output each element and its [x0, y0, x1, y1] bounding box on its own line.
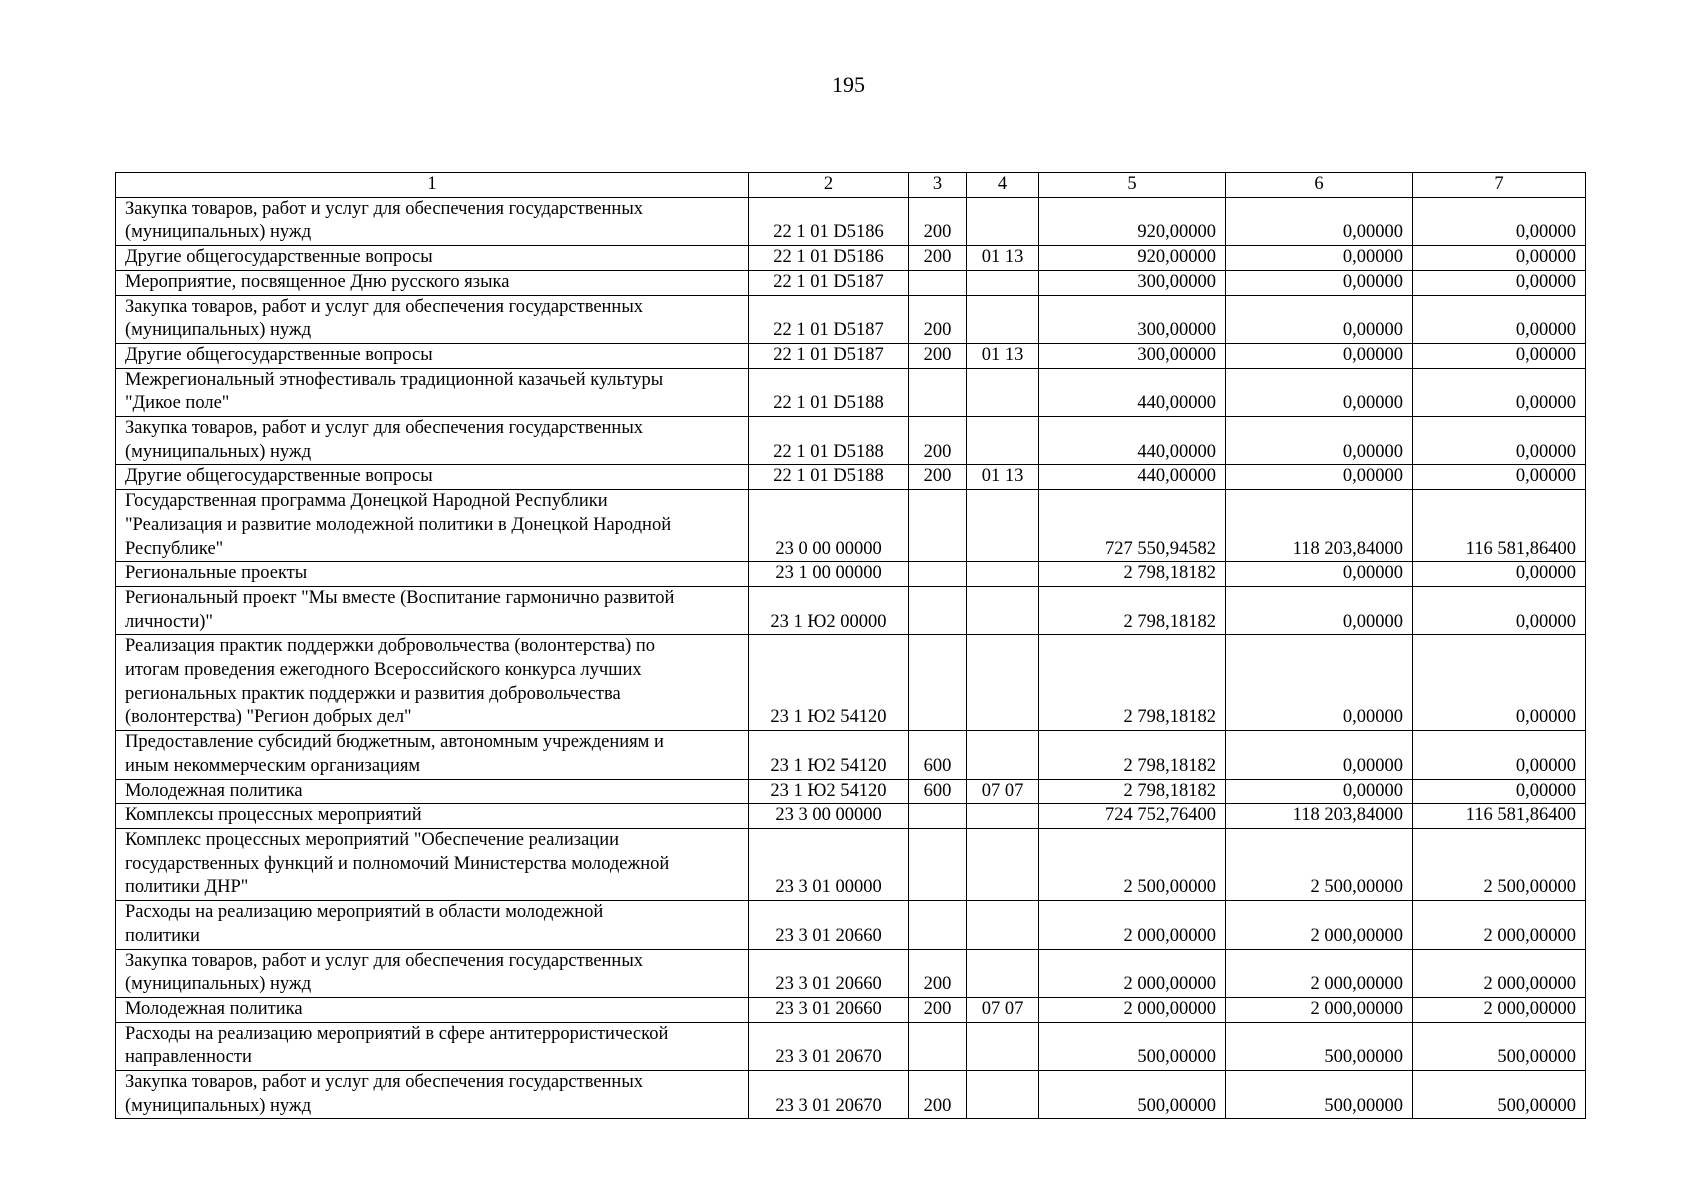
amount-col5-cell: 300,00000 [1039, 295, 1226, 343]
section-cell [967, 368, 1039, 416]
amount-col7-cell: 0,00000 [1413, 562, 1586, 587]
amount-col7-cell: 0,00000 [1413, 295, 1586, 343]
amount-col7-cell: 0,00000 [1413, 731, 1586, 779]
amount-col7-cell: 500,00000 [1413, 1071, 1586, 1119]
table-row [116, 197, 1586, 245]
amount-col5-cell: 440,00000 [1039, 368, 1226, 416]
target-code-cell: 23 3 01 20660 [749, 949, 909, 997]
section-cell [967, 197, 1039, 245]
amount-col5-cell: 727 550,94582 [1039, 490, 1226, 562]
section-cell [967, 828, 1039, 900]
target-code-cell: 23 1 Ю2 54120 [749, 779, 909, 804]
section-cell [967, 562, 1039, 587]
target-code-cell: 23 1 Ю2 54120 [749, 635, 909, 731]
row-name-cell: Реализация практик поддержки добровольчества (волонтерства) по итогам проведения ежегодного Всероссийского конкурса лучших региональных практик поддержки и развития добровольчества (волонтерства) "Регион добрых дел" [116, 635, 749, 731]
amount-col6-cell: 0,00000 [1226, 779, 1413, 804]
table-row [116, 246, 1586, 271]
section-cell [967, 295, 1039, 343]
table-row [116, 368, 1586, 416]
amount-col7-cell: 0,00000 [1413, 465, 1586, 490]
amount-col7-cell: 0,00000 [1413, 270, 1586, 295]
amount-col6-cell: 2 000,00000 [1226, 949, 1413, 997]
amount-col7-cell: 116 581,86400 [1413, 490, 1586, 562]
table-row [116, 635, 1586, 731]
row-name-cell: Другие общегосударственные вопросы [116, 465, 749, 490]
table-row [116, 465, 1586, 490]
section-cell: 07 07 [967, 997, 1039, 1022]
target-code-cell: 22 1 01 D5187 [749, 295, 909, 343]
amount-col7-cell: 0,00000 [1413, 343, 1586, 368]
expense-type-cell [909, 562, 967, 587]
amount-col7-cell: 0,00000 [1413, 368, 1586, 416]
section-cell [967, 270, 1039, 295]
row-name-cell: Закупка товаров, работ и услуг для обеспечения государственных (муниципальных) нужд [116, 295, 749, 343]
expense-type-cell: 200 [909, 1071, 967, 1119]
col-header-1: 1 [116, 173, 749, 198]
table-row [116, 1071, 1586, 1119]
expense-type-cell: 200 [909, 465, 967, 490]
section-cell [967, 1071, 1039, 1119]
target-code-cell: 22 1 01 D5188 [749, 368, 909, 416]
section-cell: 01 13 [967, 465, 1039, 490]
table-row [116, 562, 1586, 587]
row-name-cell: Закупка товаров, работ и услуг для обеспечения государственных (муниципальных) нужд [116, 197, 749, 245]
row-name-cell: Региональные проекты [116, 562, 749, 587]
target-code-cell: 23 3 01 20660 [749, 901, 909, 949]
amount-col6-cell: 0,00000 [1226, 465, 1413, 490]
amount-col6-cell: 0,00000 [1226, 417, 1413, 465]
row-name-cell: Комплекс процессных мероприятий "Обеспечение реализации государственных функций и полномочий Министерства молодежной политики ДНР" [116, 828, 749, 900]
table-row [116, 417, 1586, 465]
target-code-cell: 23 3 01 20670 [749, 1071, 909, 1119]
target-code-cell: 23 3 01 00000 [749, 828, 909, 900]
amount-col6-cell: 2 000,00000 [1226, 997, 1413, 1022]
amount-col6-cell: 118 203,84000 [1226, 804, 1413, 829]
amount-col6-cell: 0,00000 [1226, 368, 1413, 416]
amount-col5-cell: 724 752,76400 [1039, 804, 1226, 829]
amount-col5-cell: 2 000,00000 [1039, 949, 1226, 997]
row-name-cell: Молодежная политика [116, 779, 749, 804]
section-cell [967, 949, 1039, 997]
target-code-cell: 23 0 00 00000 [749, 490, 909, 562]
amount-col7-cell: 2 000,00000 [1413, 997, 1586, 1022]
section-cell [967, 417, 1039, 465]
expense-type-cell: 200 [909, 417, 967, 465]
expense-type-cell [909, 1022, 967, 1070]
expense-type-cell: 200 [909, 295, 967, 343]
header-row [116, 173, 1586, 198]
expense-type-cell: 600 [909, 779, 967, 804]
table-row [116, 270, 1586, 295]
target-code-cell: 23 3 00 00000 [749, 804, 909, 829]
amount-col6-cell: 0,00000 [1226, 197, 1413, 245]
amount-col5-cell: 2 798,18182 [1039, 635, 1226, 731]
table-row [116, 490, 1586, 562]
amount-col5-cell: 440,00000 [1039, 417, 1226, 465]
budget-table [115, 172, 1586, 1119]
amount-col5-cell: 920,00000 [1039, 246, 1226, 271]
row-name-cell: Другие общегосударственные вопросы [116, 343, 749, 368]
amount-col7-cell: 0,00000 [1413, 586, 1586, 634]
amount-col5-cell: 2 500,00000 [1039, 828, 1226, 900]
amount-col6-cell: 500,00000 [1226, 1022, 1413, 1070]
expense-type-cell [909, 368, 967, 416]
expense-type-cell [909, 270, 967, 295]
amount-col5-cell: 2 798,18182 [1039, 586, 1226, 634]
expense-type-cell: 600 [909, 731, 967, 779]
row-name-cell: Мероприятие, посвященное Дню русского языка [116, 270, 749, 295]
expense-type-cell: 200 [909, 197, 967, 245]
section-cell [967, 490, 1039, 562]
table-row [116, 295, 1586, 343]
target-code-cell: 23 1 00 00000 [749, 562, 909, 587]
row-name-cell: Другие общегосударственные вопросы [116, 246, 749, 271]
target-code-cell: 22 1 01 D5188 [749, 465, 909, 490]
target-code-cell: 22 1 01 D5188 [749, 417, 909, 465]
table-row [116, 997, 1586, 1022]
target-code-cell: 23 3 01 20670 [749, 1022, 909, 1070]
amount-col6-cell: 0,00000 [1226, 562, 1413, 587]
amount-col7-cell: 0,00000 [1413, 197, 1586, 245]
table-row [116, 804, 1586, 829]
target-code-cell: 23 1 Ю2 00000 [749, 586, 909, 634]
amount-col7-cell: 500,00000 [1413, 1022, 1586, 1070]
page-number: 195 [832, 72, 865, 97]
amount-col6-cell: 118 203,84000 [1226, 490, 1413, 562]
section-cell: 07 07 [967, 779, 1039, 804]
amount-col7-cell: 2 500,00000 [1413, 828, 1586, 900]
expense-type-cell [909, 586, 967, 634]
table-row [116, 949, 1586, 997]
table-row [116, 731, 1586, 779]
expense-type-cell: 200 [909, 246, 967, 271]
row-name-cell: Предоставление субсидий бюджетным, автономным учреждениям и иным некоммерческим организациям [116, 731, 749, 779]
row-name-cell: Закупка товаров, работ и услуг для обеспечения государственных (муниципальных) нужд [116, 1071, 749, 1119]
expense-type-cell [909, 901, 967, 949]
col-header-2: 2 [749, 173, 909, 198]
amount-col6-cell: 0,00000 [1226, 731, 1413, 779]
amount-col6-cell: 0,00000 [1226, 270, 1413, 295]
section-cell [967, 731, 1039, 779]
row-name-cell: Расходы на реализацию мероприятий в области молодежной политики [116, 901, 749, 949]
expense-type-cell: 200 [909, 343, 967, 368]
amount-col7-cell: 0,00000 [1413, 635, 1586, 731]
amount-col7-cell: 0,00000 [1413, 417, 1586, 465]
section-cell [967, 586, 1039, 634]
table-row [116, 901, 1586, 949]
table-row [116, 586, 1586, 634]
section-cell: 01 13 [967, 343, 1039, 368]
row-name-cell: Региональный проект "Мы вместе (Воспитание гармонично развитой личности)" [116, 586, 749, 634]
amount-col5-cell: 920,00000 [1039, 197, 1226, 245]
col-header-4: 4 [967, 173, 1039, 198]
row-name-cell: Закупка товаров, работ и услуг для обеспечения государственных (муниципальных) нужд [116, 949, 749, 997]
amount-col6-cell: 2 000,00000 [1226, 901, 1413, 949]
amount-col5-cell: 2 798,18182 [1039, 779, 1226, 804]
amount-col5-cell: 500,00000 [1039, 1071, 1226, 1119]
expense-type-cell [909, 490, 967, 562]
amount-col7-cell: 0,00000 [1413, 779, 1586, 804]
amount-col5-cell: 2 798,18182 [1039, 731, 1226, 779]
section-cell: 01 13 [967, 246, 1039, 271]
col-header-7: 7 [1413, 173, 1586, 198]
row-name-cell: Государственная программа Донецкой Народной Республики "Реализация и развитие молодежной политики в Донецкой Народной Республике" [116, 490, 749, 562]
amount-col5-cell: 440,00000 [1039, 465, 1226, 490]
amount-col7-cell: 2 000,00000 [1413, 901, 1586, 949]
target-code-cell: 22 1 01 D5186 [749, 197, 909, 245]
row-name-cell: Молодежная политика [116, 997, 749, 1022]
target-code-cell: 22 1 01 D5187 [749, 270, 909, 295]
expense-type-cell: 200 [909, 949, 967, 997]
amount-col5-cell: 2 000,00000 [1039, 901, 1226, 949]
amount-col5-cell: 500,00000 [1039, 1022, 1226, 1070]
amount-col7-cell: 116 581,86400 [1413, 804, 1586, 829]
section-cell [967, 1022, 1039, 1070]
section-cell [967, 901, 1039, 949]
amount-col6-cell: 2 500,00000 [1226, 828, 1413, 900]
row-name-cell: Комплексы процессных мероприятий [116, 804, 749, 829]
table-row [116, 828, 1586, 900]
row-name-cell: Расходы на реализацию мероприятий в сфере антитеррористической направленности [116, 1022, 749, 1070]
section-cell [967, 804, 1039, 829]
amount-col6-cell: 500,00000 [1226, 1071, 1413, 1119]
expense-type-cell [909, 635, 967, 731]
expense-type-cell: 200 [909, 997, 967, 1022]
expense-type-cell [909, 804, 967, 829]
amount-col7-cell: 0,00000 [1413, 246, 1586, 271]
target-code-cell: 22 1 01 D5186 [749, 246, 909, 271]
table-row [116, 779, 1586, 804]
table-row [116, 343, 1586, 368]
amount-col6-cell: 0,00000 [1226, 295, 1413, 343]
col-header-3: 3 [909, 173, 967, 198]
col-header-5: 5 [1039, 173, 1226, 198]
amount-col6-cell: 0,00000 [1226, 246, 1413, 271]
amount-col6-cell: 0,00000 [1226, 635, 1413, 731]
expense-type-cell [909, 828, 967, 900]
row-name-cell: Межрегиональный этнофестиваль традиционной казачьей культуры "Дикое поле" [116, 368, 749, 416]
target-code-cell: 22 1 01 D5187 [749, 343, 909, 368]
target-code-cell: 23 3 01 20660 [749, 997, 909, 1022]
amount-col6-cell: 0,00000 [1226, 586, 1413, 634]
amount-col5-cell: 300,00000 [1039, 270, 1226, 295]
table-body [116, 197, 1586, 1119]
amount-col5-cell: 300,00000 [1039, 343, 1226, 368]
row-name-cell: Закупка товаров, работ и услуг для обеспечения государственных (муниципальных) нужд [116, 417, 749, 465]
amount-col5-cell: 2 000,00000 [1039, 997, 1226, 1022]
amount-col6-cell: 0,00000 [1226, 343, 1413, 368]
table-row [116, 1022, 1586, 1070]
col-header-6: 6 [1226, 173, 1413, 198]
amount-col5-cell: 2 798,18182 [1039, 562, 1226, 587]
amount-col7-cell: 2 000,00000 [1413, 949, 1586, 997]
section-cell [967, 635, 1039, 731]
target-code-cell: 23 1 Ю2 54120 [749, 731, 909, 779]
